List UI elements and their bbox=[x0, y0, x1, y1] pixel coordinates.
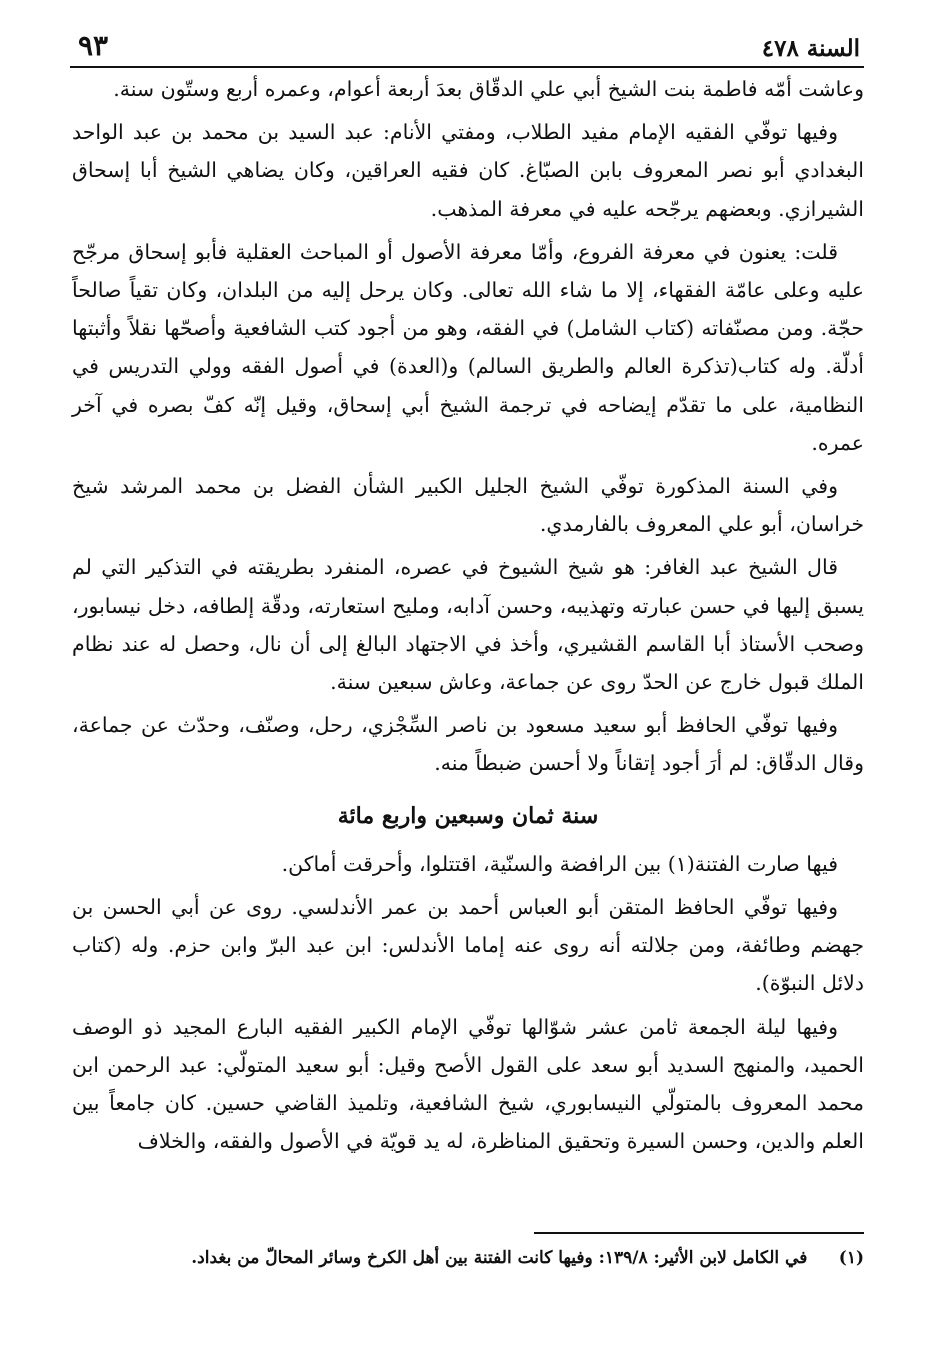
header-rule bbox=[70, 66, 864, 68]
page-header bbox=[78, 26, 860, 62]
footnote bbox=[72, 1242, 864, 1274]
paragraph: قال الشيخ عبد الغافر: هو شيخ الشيوخ في عصره، المنفرد بطريقته في التذكير التي لم يسبق إليها في حسن عبارته وتهذيبه، وحسن آدابه، ومليح استعارته، ودقّة إلطافه، دخل نيسابور، وصحب الأستاذ أبا القاسم القشيري، وأخذ في الاجتهاد البالغ إلى أن نال، وحصل له عند نظام الملك قبول خارج عن الحدّ روى عن جماعة، وعاش سبعين سنة. bbox=[72, 555, 864, 695]
paragraph: وفي السنة المذكورة توفّي الشيخ الجليل الكبير الشأن الفضل بن محمد المرشد شيخ خراسان، أبو علي المعروف بالفارمدي. bbox=[72, 474, 864, 537]
paragraph: وفيها ليلة الجمعة ثامن عشر شوّالها توفّي الإمام الكبير الفقيه البارع المجيد ذو الوصف الحميد، والمنهج السديد أبو سعد على القول الأصح وقيل: أبو سعيد المتولّي: عبد الرحمن ابن محمد المعروف بالمتولّي النيسابوري، شيخ الشافعية، وتلميذ القاضي حسين. كان جامعاً بين العلم والدين، وحسن السيرة وتحقيق المناظرة، له يد قويّة في الأصول والفقه، والخلاف bbox=[72, 1014, 864, 1154]
page-number: ٩٣ bbox=[78, 29, 109, 62]
footnote-rule bbox=[534, 1232, 864, 1234]
paragraph: قلت: يعنون في معرفة الفروع، وأمّا معرفة الأصول أو المباحث العقلية فأبو إسحاق مرجّح عليه وعلى عامّة الفقهاء، إلا ما شاء الله تعالى. وكان يرحل إليه من البلدان، وكان تقياً صالحاً حجّة. ومن مصنّفاته (كتاب الشامل) في الفقه، وهو من أجود كتب الشافعية وأصحّها نقلاً وأثبتها أدلّة. وله كتاب(تذكرة العالم والطريق السالم) و(العدة) في أصول الفقه وولي التدريس في النظامية، على ما تقدّم إيضاحه في ترجمة الشيخ أبي إسحاق، وقيل إنّه كفّ بصره في آخر عمره. bbox=[72, 239, 864, 455]
paragraph: فيها صارت الفتنة(١) بين الرافضة والسنّية، اقتتلوا، وأحرقت أماكن. bbox=[281, 851, 838, 876]
section-title: سنة ثمان وسبعين واربع مائة bbox=[337, 802, 599, 829]
footnote-text: في الكامل لابن الأثير: ١٣٩/٨: وفيها كانت الفتنة بين أهل الكرخ وسائر المحالّ من بغداد. bbox=[191, 1248, 808, 1268]
footnote-marker: (١) bbox=[838, 1248, 864, 1268]
paragraph: وفيها توفّي الحافظ أبو سعيد مسعود بن ناصر السِّجْزي، رحل، وصنّف، وحدّث عن جماعة، وقال الدقّاق: لم أرَ أجود إتقاناً ولا أحسن ضبطاً منه. bbox=[72, 713, 864, 776]
paragraph: وفيها توفّي الفقيه الإمام مفيد الطلاب، ومفتي الأنام: عبد السيد بن محمد بن عبد الواحد البغدادي أبو نصر المعروف بابن الصبّاغ. كان فقيه العراقين، وكان يضاهي الشيخ أبا إسحاق الشيرازي. وبعضهم يرجّحه عليه في معرفة المذهب. bbox=[72, 120, 864, 221]
paragraph: وفيها توفّي الحافظ المتقن أبو العباس أحمد بن عمر الأندلسي. روى عن أبي الحسن بن جهضم وطائفة، ومن جلالته أنه روى عنه إماما الأندلس: ابن عبد البرّ وابن حزم. وله (كتاب دلائل النبوّة). bbox=[72, 895, 864, 996]
running-title: السنة ٤٧٨ bbox=[761, 35, 860, 62]
paragraph: وعاشت أمّه فاطمة بنت الشيخ أبي علي الدقّاق بعدَ أربعة أعوام، وعمره أربع وستّون سنة. bbox=[113, 77, 864, 101]
main-text bbox=[72, 70, 864, 1165]
